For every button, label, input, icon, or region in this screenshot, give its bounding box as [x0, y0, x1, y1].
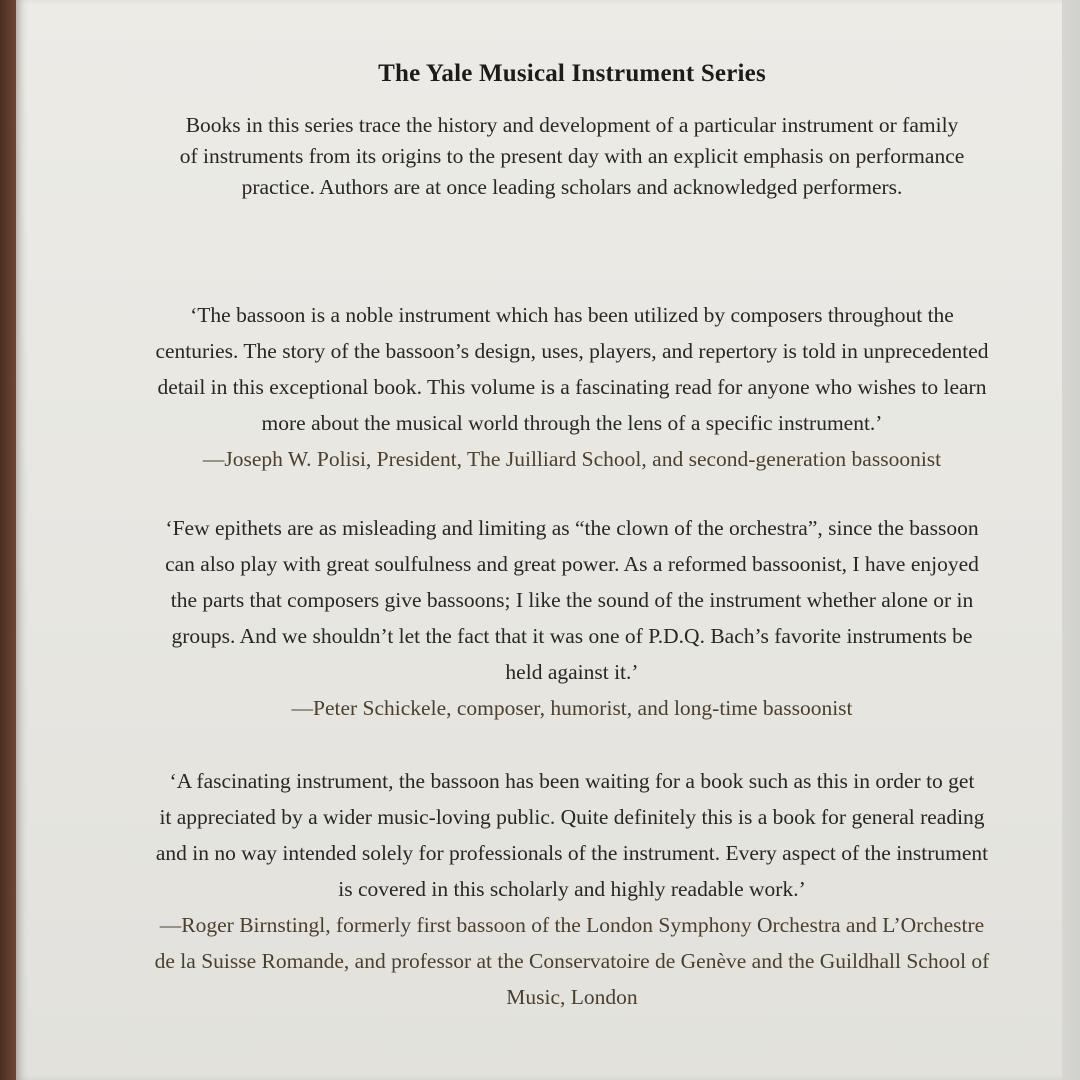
quote-line: ‘The bassoon is a noble instrument which has been utilized by composers throughout the: [190, 303, 954, 327]
series-title: The Yale Musical Instrument Series: [378, 60, 766, 87]
quote-text: [84, 763, 1060, 907]
quote-attribution: [84, 690, 1060, 726]
quote-line: is covered in this scholarly and highly readable work.’: [338, 877, 806, 901]
quote-line: ‘Few epithets are as misleading and limiting as “the clown of the orchestra”, since the bassoon: [165, 516, 979, 540]
quote-line: groups. And we shouldn’t let the fact that it was one of P.D.Q. Bach’s favorite instruments be: [171, 624, 973, 648]
quote-line: can also play with great soulfulness and great power. As a reformed bassoonist, I have enjoyed: [165, 552, 979, 576]
quote-text: [84, 510, 1060, 690]
quote-text: [84, 297, 1060, 441]
quote-attribution: [84, 441, 1060, 477]
series-description-line: Books in this series trace the history and development of a particular instrument or family: [185, 113, 959, 137]
quote-line: and in no way intended solely for professionals of the instrument. Every aspect of the instrument: [155, 841, 989, 865]
attribution-line: Music, London: [506, 985, 638, 1009]
endorsement-quote-schickele: [84, 510, 1060, 726]
quote-line: more about the musical world through the lens of a specific instrument.’: [261, 411, 883, 435]
quote-attribution: [84, 907, 1060, 1015]
attribution-line: de la Suisse Romande, and professor at the Conservatoire de Genève and the Guildhall School of: [154, 949, 990, 973]
quote-line: it appreciated by a wider music-loving public. Quite definitely this is a book for general reading: [159, 805, 985, 829]
endorsement-quote-birnstingl: [84, 763, 1060, 1015]
series-description-line: practice. Authors are at once leading scholars and acknowledged performers.: [241, 175, 903, 199]
series-description-line: of instruments from its origins to the present day with an explicit emphasis on performance: [179, 144, 965, 168]
cover-spine-strip: [1062, 0, 1080, 1080]
quote-line: held against it.’: [505, 660, 639, 684]
quote-line: centuries. The story of the bassoon’s design, uses, players, and repertory is told in unprecedented: [155, 339, 989, 363]
endorsement-quote-polisi: [84, 297, 1060, 477]
quote-line: the parts that composers give bassoons; I like the sound of the instrument whether alone or in: [170, 588, 974, 612]
quote-line: ‘A fascinating instrument, the bassoon has been waiting for a book such as this in order to get: [169, 769, 975, 793]
series-description: [124, 110, 1020, 203]
quote-line: detail in this exceptional book. This volume is a fascinating read for anyone who wishes to learn: [157, 375, 987, 399]
attribution-line: —Roger Birnstingl, formerly first bassoon of the London Symphony Orchestra and L’Orchestre: [159, 913, 985, 937]
book-back-cover: [16, 0, 1080, 1080]
attribution-line: —Joseph W. Polisi, President, The Juilliard School, and second-generation bassoonist: [202, 447, 942, 471]
attribution-line: —Peter Schickele, composer, humorist, and long-time bassoonist: [291, 696, 853, 720]
